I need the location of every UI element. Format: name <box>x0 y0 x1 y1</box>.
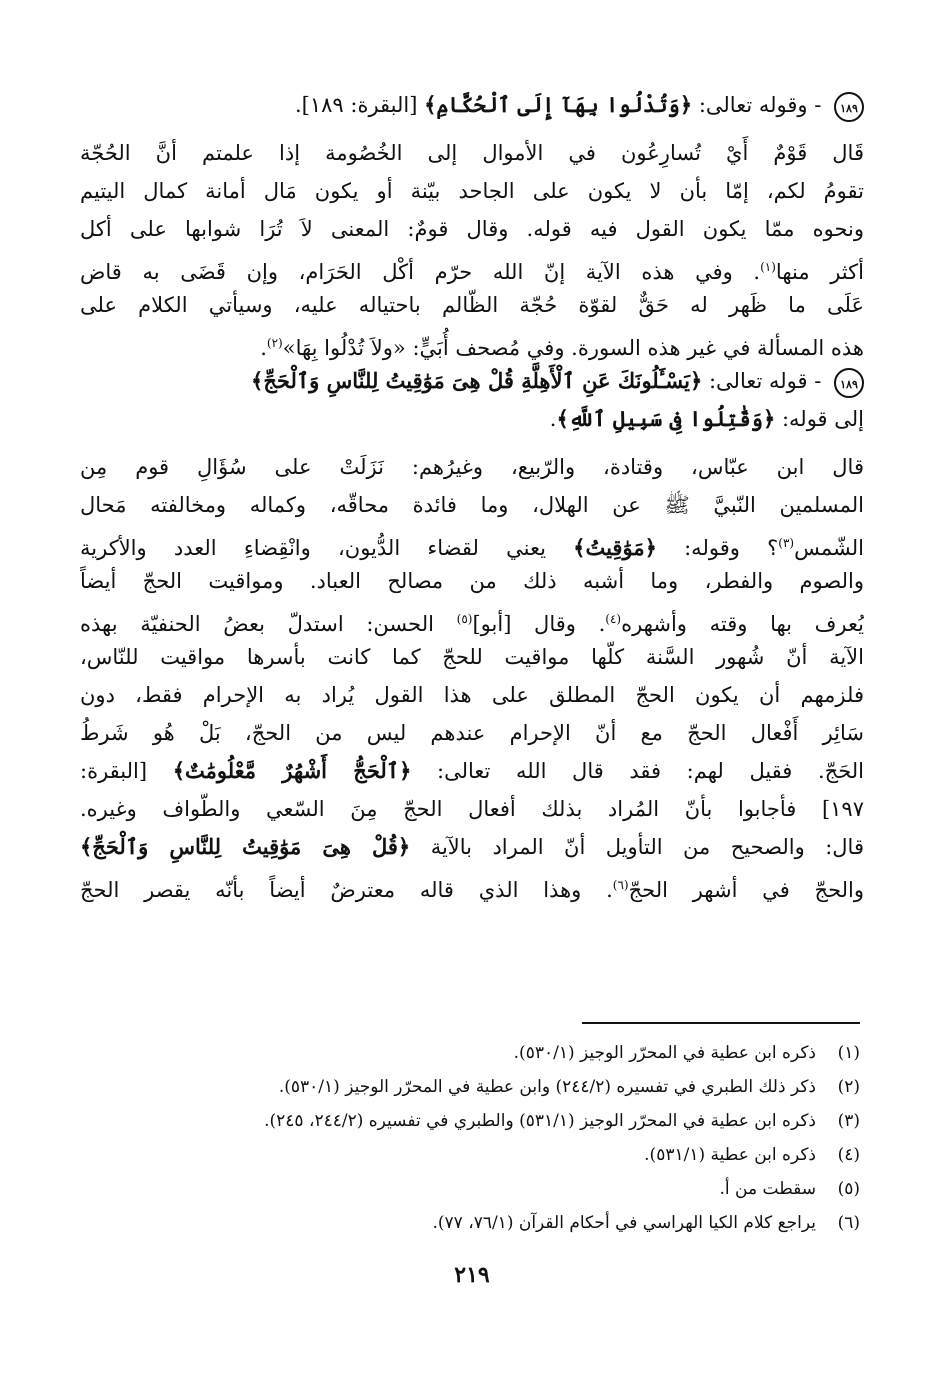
text-segment: . <box>549 407 557 431</box>
text-line: المسلمين النّبيَّ ﷺ عن الهلال، وما فائدة محاقّه، وكماله ومخالفته مَحال <box>80 493 864 517</box>
footnote-ref: (٢) <box>266 336 283 350</box>
text-segment: قال: والصحيح من التأويل أنّ المراد بالآية <box>430 835 864 859</box>
text-line: قَال قَوْمٌ أَيْ تُسارِعُون في الأموال إلى الخُصُومة إذا علمتم أنَّ الحُجّة <box>80 141 864 165</box>
page-number: ٢١٩ <box>454 1262 490 1288</box>
footnote-ref: (١) <box>760 260 776 274</box>
text-line: والصوم والفطر، وما أشبه ذلك من مصالح العباد. ومواقيت الحجّ أيضاً <box>80 569 864 593</box>
footnote-number: (١) <box>837 1043 860 1063</box>
verse-number-badge: ١٨٩ <box>834 92 864 122</box>
text-line <box>80 400 864 438</box>
footnote-item <box>84 1070 860 1104</box>
quran-quote: ﴿يَسْـَٔلُونَكَ عَنِ ٱلْأَهِلَّةِ قُلْ هِىَ مَوَٰقِيتُ لِلنَّاسِ وَٱلْحَجِّ﴾ <box>251 368 703 393</box>
quran-quote: ﴿ٱلْحَجُّ أَشْهُرٌ مَّعْلُومَٰتٌ﴾ <box>172 758 412 783</box>
surah-reference: [البقرة: ١٨٩]. <box>294 93 418 117</box>
verse-intro: - وقوله تعالى: <box>698 93 822 117</box>
text-line <box>80 828 864 866</box>
text-segment: يُعرف بها وقته وأشهره <box>621 612 864 636</box>
text-line <box>80 752 864 790</box>
text-segment: الحسن: استدلّ بعضُ الحنفيّة بهذه <box>80 612 434 636</box>
quran-quote: ﴿وَقَٰتِلُوا فِى سَبِيلِ ٱللَّهِ﴾ <box>556 406 776 431</box>
verse-number-badge: ١٨٩ <box>834 368 864 398</box>
text-line: فلزمهم أن يكون الحجّ المطلق على هذا القول يُراد به الإحرام فقط، دون <box>80 683 864 707</box>
quran-quote: ﴿قُلْ هِىَ مَوَٰقِيتُ لِلنَّاسِ وَٱلْحَجِّ﴾ <box>80 834 411 859</box>
footnote-text: ذكره ابن عطية (٥٣١/١). <box>644 1145 816 1165</box>
text-segment: . <box>260 336 267 360</box>
footnote-text: ذكر ذلك الطبري في تفسيره (٢٤٤/٢) وابن عطية في المحرّر الوجيز (٥٣٠/١). <box>278 1077 816 1097</box>
text-segment: . وفي هذه الآية إنّ الله حرّم أكْل الحَرَام، وإن قَضَى به قاضٍ <box>80 260 761 284</box>
verse-heading-189b <box>80 362 864 400</box>
text-line: ونحوه ممّا يكون القول فيه قوله. وقال قومٌ: المعنى لاَ تُرَا شوابها على أكل <box>80 217 864 241</box>
text-segment: . وهذا الذي قاله معترضٌ أيضاً بأنّه يقصر الحجّ <box>80 878 613 902</box>
text-segment: يعني لقضاء الدُّيون، وانْقِضاءِ العدد والأكرية <box>80 536 546 560</box>
text-line: الآية أنّ شُهور السَّنة كلّها مواقيت للحجّ كما كانت بأسرها مواقيت للنّاس، <box>80 645 864 669</box>
footnote-text: يراجع كلام الكيا الهراسي في أحكام القرآن (٧٦/١، ٧٧). <box>432 1213 816 1233</box>
footnote-ref: (٤) <box>605 612 622 626</box>
text-line: سَائِر أَفْعال الحجّ مع أنّ الإحرام عندهم ليس من الحجّ، بَلْ هُو شَرطُ <box>80 721 864 745</box>
text-segment: هذه المسألة في غير هذه السورة. وفي مُصحف أُبَيٍّ: «ولاَ تُدْلُوا بِهَا» <box>282 336 864 360</box>
text-segment: . وقال [أبو] <box>472 612 606 636</box>
footnote-item <box>84 1172 860 1206</box>
text-segment: والحجّ في أشهر الحجّ <box>628 878 864 902</box>
verse-heading-189a <box>80 86 864 124</box>
footnote-text: ذكره ابن عطية في المحرّر الوجيز (٥٣٠/١). <box>513 1043 816 1063</box>
footnotes <box>84 1036 860 1240</box>
text-line: ١٩٧] فأجابوا بأنّ المُراد بذلك أفعال الحجّ مِنَ السّعي والطّواف وغيره. <box>80 797 864 821</box>
footnote-ref: (٥) <box>456 612 473 626</box>
footnote-number: (٥) <box>837 1179 860 1199</box>
quran-quote: ﴿وَتُدْلُوا بِهَآ إِلَى ٱلْحُكَّامِ﴾ <box>424 92 693 117</box>
footnote-item <box>84 1104 860 1138</box>
footnote-text: سقطت من أ. <box>719 1179 816 1199</box>
footnote-item <box>84 1036 860 1070</box>
footnote-text: ذكره ابن عطية في المحرّر الوجيز (٥٣١/١) والطبري في تفسيره (٢٤٤/٢، ٢٤٥). <box>264 1111 816 1131</box>
text-segment: أكثر منها <box>775 260 864 284</box>
text-segment: إلى قوله: <box>781 407 864 431</box>
quran-quote: ﴿مَوَٰقِيتُ﴾ <box>573 535 657 560</box>
text-line: عَلَى ما ظَهر له حَقٌّ لقوّة حُجّة الظّالم باحتياله عليه، وسيأتي الكلام على <box>80 293 864 317</box>
text-line <box>80 324 864 362</box>
text-segment: ؟ وقوله: <box>684 536 779 560</box>
text-line <box>80 248 864 286</box>
footnote-number: (٢) <box>837 1077 860 1097</box>
surah-reference: [البقرة: <box>80 759 148 783</box>
footnote-ref: (٦) <box>612 878 629 892</box>
text-segment: الحَجّ. فقيل لهم: فقد قال الله تعالى: <box>437 759 864 783</box>
footnote-item <box>84 1206 860 1240</box>
text-line: تقومُ لكم، إمّا بأن لا يكون على الجاحد بيّنة أو يكون مَال أمانة كمال اليتيم <box>80 179 864 203</box>
text-line <box>80 600 864 638</box>
text-segment: الشّمس <box>794 536 864 560</box>
footnote-ref: (٣) <box>778 536 795 550</box>
footnote-number: (٣) <box>837 1111 860 1131</box>
text-line <box>80 866 864 904</box>
footnote-number: (٤) <box>837 1145 860 1165</box>
text-line <box>80 524 864 562</box>
footnote-number: (٦) <box>837 1213 860 1233</box>
text-line: قال ابن عبّاس، وقتادة، والرّبيع، وغيرُهم: نَزَلَتْ على سُؤَالِ قوم مِن <box>80 455 864 479</box>
footnote-item <box>84 1138 860 1172</box>
footnote-divider <box>582 1022 860 1024</box>
verse-intro: - قوله تعالى: <box>708 369 822 393</box>
